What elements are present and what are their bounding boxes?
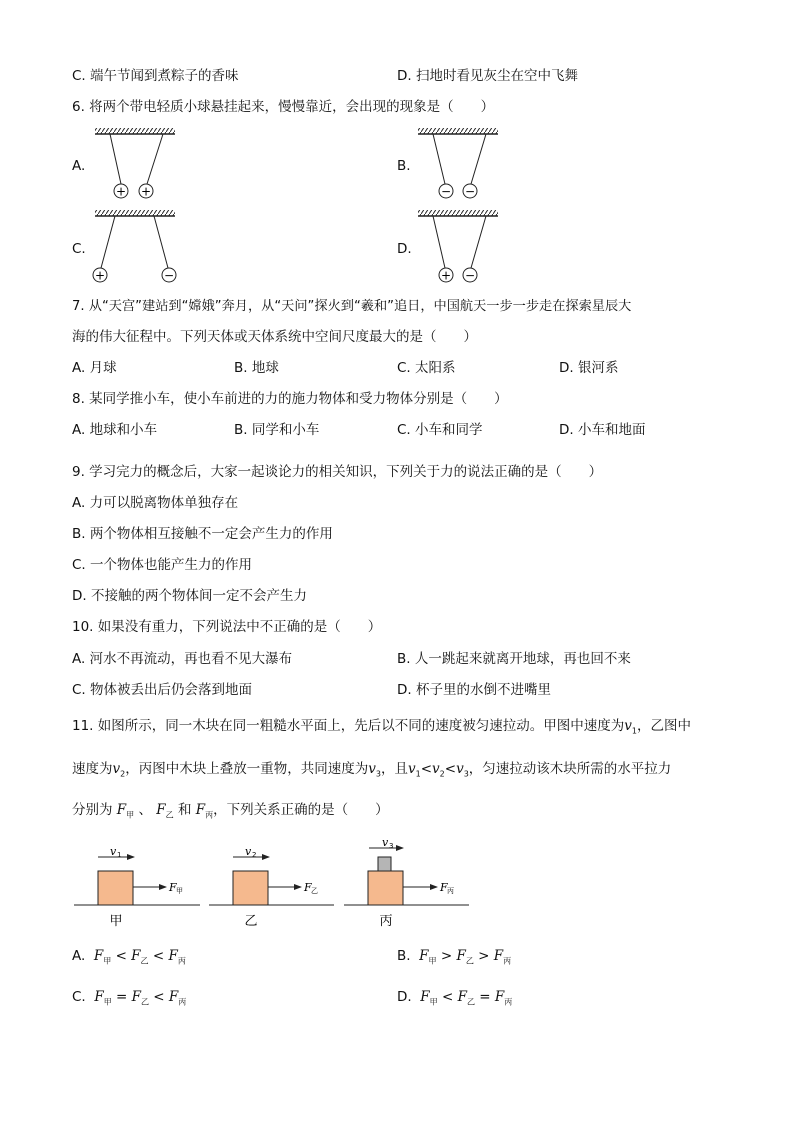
q8-option-d: D. 小车和地面 xyxy=(559,422,646,438)
q6-figure-d xyxy=(413,208,513,288)
q9-option-a: A. 力可以脱离物体单独存在 xyxy=(72,495,239,511)
svg-text:F: F xyxy=(440,881,448,894)
q8-option-a: A. 地球和小车 xyxy=(72,422,158,438)
q5-option-d: D. 扫地时看见灰尘在空中飞舞 xyxy=(397,68,578,84)
svg-text:+: + xyxy=(440,268,452,283)
q10-stem: 10. 如果没有重力，下列说法中不正确的是（ ） xyxy=(72,619,382,635)
q6-figure-c xyxy=(90,208,190,288)
q11-stem-line2: 速度为$v_2$，丙图中木块上叠放一重物，共同速度为$v_3$，且$v_1<v_2<v_3$，匀速拉动该木块所需的水平拉力 xyxy=(72,761,672,779)
q6-figure-a xyxy=(90,126,190,206)
svg-text:乙: 乙 xyxy=(311,887,318,895)
svg-text:+: + xyxy=(140,184,152,199)
q9-option-c: C. 一个物体也能产生力的作用 xyxy=(72,557,253,573)
svg-text:−: − xyxy=(464,268,476,283)
svg-text:F: F xyxy=(169,881,177,894)
q6-figure-b xyxy=(413,126,513,206)
q11-figure-bing xyxy=(341,834,471,932)
q6-label-c: C. xyxy=(72,241,86,257)
q6-stem: 6. 将两个带电轻质小球悬挂起来，慢慢靠近，会出现的现象是（ ） xyxy=(72,99,495,115)
q11-figure-jia xyxy=(72,842,202,932)
svg-text:2: 2 xyxy=(252,851,257,859)
q8-option-c: C. 小车和同学 xyxy=(397,422,483,438)
svg-text:3: 3 xyxy=(389,842,394,850)
q11-figure-yi xyxy=(206,842,336,932)
svg-text:−: − xyxy=(440,184,452,199)
q6-label-a: A. xyxy=(72,158,86,174)
q10-option-d: D. 杯子里的水倒不进嘴里 xyxy=(397,682,551,698)
q10-option-c: C. 物体被丢出后仍会落到地面 xyxy=(72,682,253,698)
q9-stem: 9. 学习完力的概念后，大家一起谈论力的相关知识，下列关于力的说法正确的是（ ） xyxy=(72,464,603,480)
q9-option-d: D. 不接触的两个物体间一定不会产生力 xyxy=(72,588,307,604)
q10-option-b: B. 人一跳起来就离开地球，再也回不来 xyxy=(397,651,631,667)
svg-text:丙: 丙 xyxy=(379,914,393,929)
q6-label-b: B. xyxy=(397,158,411,174)
q7-stem-line1: 7. 从“天宫”建站到“嫦娥”奔月，从“天问”探火到“羲和”追日，中国航天一步一步走在探索星辰大 xyxy=(72,299,632,314)
q7-stem-line2: 海的伟大征程中。下列天体或天体系统中空间尺度最大的是（ ） xyxy=(72,329,477,345)
svg-text:甲: 甲 xyxy=(109,914,123,929)
q8-option-b: B. 同学和小车 xyxy=(234,422,320,438)
svg-text:−: − xyxy=(163,268,175,283)
q6-label-d: D. xyxy=(397,241,412,257)
q11-stem-line1: 11. 如图所示，同一木块在同一粗糙水平面上，先后以不同的速度被匀速拉动。甲图中速度为$v_1$，乙图中 xyxy=(72,718,691,736)
svg-text:+: + xyxy=(115,184,127,199)
svg-text:F: F xyxy=(304,881,312,894)
svg-text:乙: 乙 xyxy=(244,914,258,929)
svg-text:v: v xyxy=(110,845,117,858)
q11-option-a: A. $F_甲 < F_乙 < F_丙$ xyxy=(72,948,186,966)
q7-option-a: A. 月球 xyxy=(72,360,117,376)
svg-text:−: − xyxy=(464,184,476,199)
svg-text:v: v xyxy=(382,836,389,849)
q11-option-d: D. $F_甲 < F_乙 = F_丙$ xyxy=(397,989,513,1007)
q5-option-c: C. 端午节闻到煮粽子的香味 xyxy=(72,68,239,84)
svg-text:甲: 甲 xyxy=(176,887,183,895)
q8-stem: 8. 某同学推小车，使小车前进的力的施力物体和受力物体分别是（ ） xyxy=(72,391,508,407)
svg-text:v: v xyxy=(245,845,252,858)
svg-text:+: + xyxy=(94,268,106,283)
q10-option-a: A. 河水不再流动，再也看不见大瀑布 xyxy=(72,651,293,667)
q11-stem-line3: 分别为 $F_甲$ 、 $F_乙$ 和 $F_丙$，下列关系正确的是（ ） xyxy=(72,802,389,820)
svg-text:丙: 丙 xyxy=(447,887,454,895)
q11-option-b: B. $F_甲 > F_乙 > F_丙$ xyxy=(397,948,512,966)
svg-text:1: 1 xyxy=(117,851,122,859)
q7-option-c: C. 太阳系 xyxy=(397,360,456,376)
q11-option-c: C. $F_甲 = F_乙 < F_丙$ xyxy=(72,989,187,1007)
q7-option-b: B. 地球 xyxy=(234,360,279,376)
q7-option-d: D. 银河系 xyxy=(559,360,619,376)
q9-option-b: B. 两个物体相互接触不一定会产生力的作用 xyxy=(72,526,333,542)
